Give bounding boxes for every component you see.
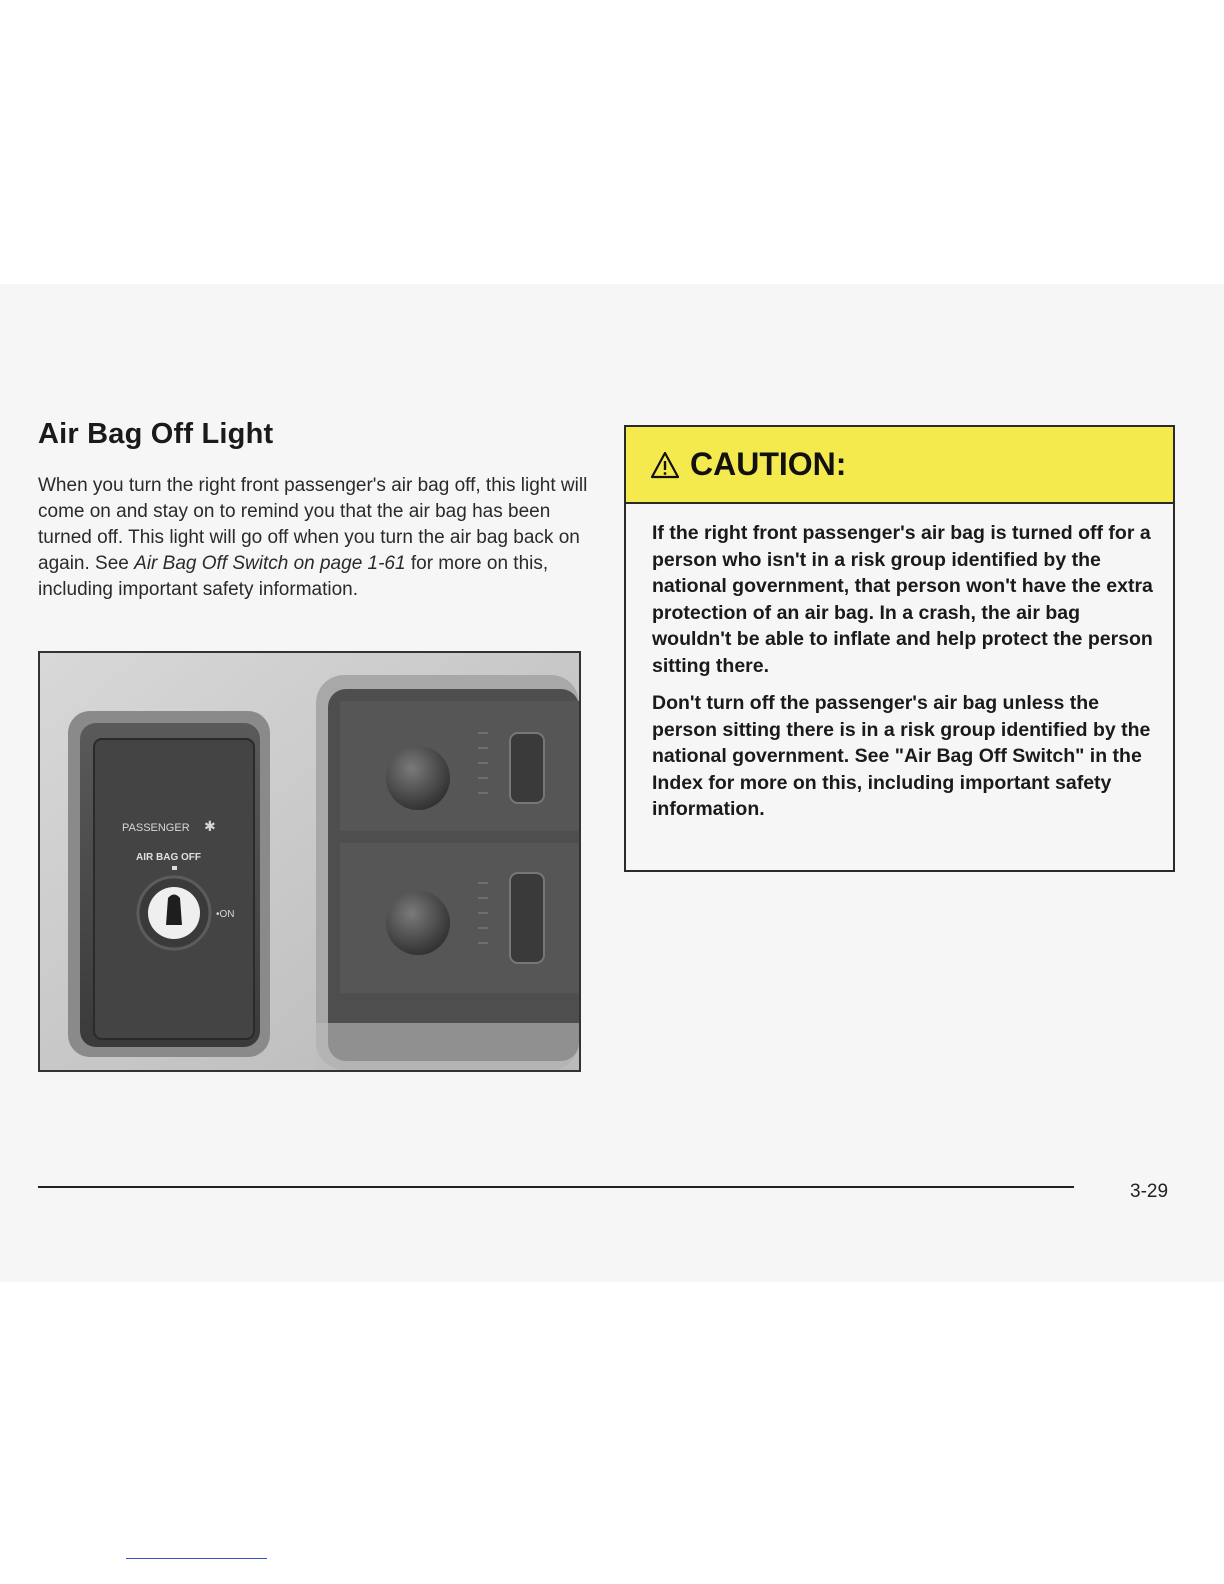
lower-control-knob[interactable]	[386, 891, 450, 955]
warning-triangle-icon	[650, 451, 680, 479]
paragraph-text-start: When you turn the right front passenger's air bag off, this light will come on and stay on to remind you that the air bag has been turned off. This light will go off when you turn the air bag back on again. See	[38, 475, 588, 574]
key-slot-icon	[166, 895, 182, 926]
caution-body	[626, 504, 1173, 823]
page-number: 3-29	[1130, 1181, 1169, 1202]
lower-slider[interactable]	[510, 873, 544, 963]
photo-illustration	[40, 653, 579, 1070]
airbag-symbol-icon: ✱	[204, 819, 216, 835]
upper-control-knob[interactable]	[386, 746, 450, 810]
caution-title: CAUTION:	[690, 446, 847, 482]
section-paragraph	[38, 473, 598, 603]
footer-divider	[38, 1186, 1074, 1188]
caution-paragraph-2: Don't turn off the passenger's air bag unless the person sitting there is in a risk group identified by the national government. See "Air Bag Off Switch" in the Index for more on this, including important safety information.	[652, 692, 1151, 820]
caution-header	[626, 427, 1173, 504]
upper-slider[interactable]	[510, 733, 544, 803]
caution-box	[624, 425, 1175, 872]
airbag-off-label: AIR BAG OFF	[136, 852, 201, 863]
air-bag-switch-photo	[38, 651, 581, 1072]
passenger-label: PASSENGER	[122, 822, 190, 834]
paragraph-text-end: for more on this, including important safety information.	[38, 553, 549, 600]
caution-paragraph-1: If the right front passenger's air bag is turned off for a person who isn't in a risk group identified by the national government, that person won't have the extra protection of an air bag. In a crash, the air bag wouldn't be able to inflate and help protect the person sitting there.	[652, 522, 1153, 677]
cross-reference-link[interactable]: Air Bag Off Switch on page 1-61	[134, 553, 406, 574]
section-heading: Air Bag Off Light	[38, 418, 274, 450]
bottom-decorative-line	[126, 1558, 267, 1559]
indicator-light	[172, 866, 177, 870]
on-label: •ON	[216, 909, 235, 920]
